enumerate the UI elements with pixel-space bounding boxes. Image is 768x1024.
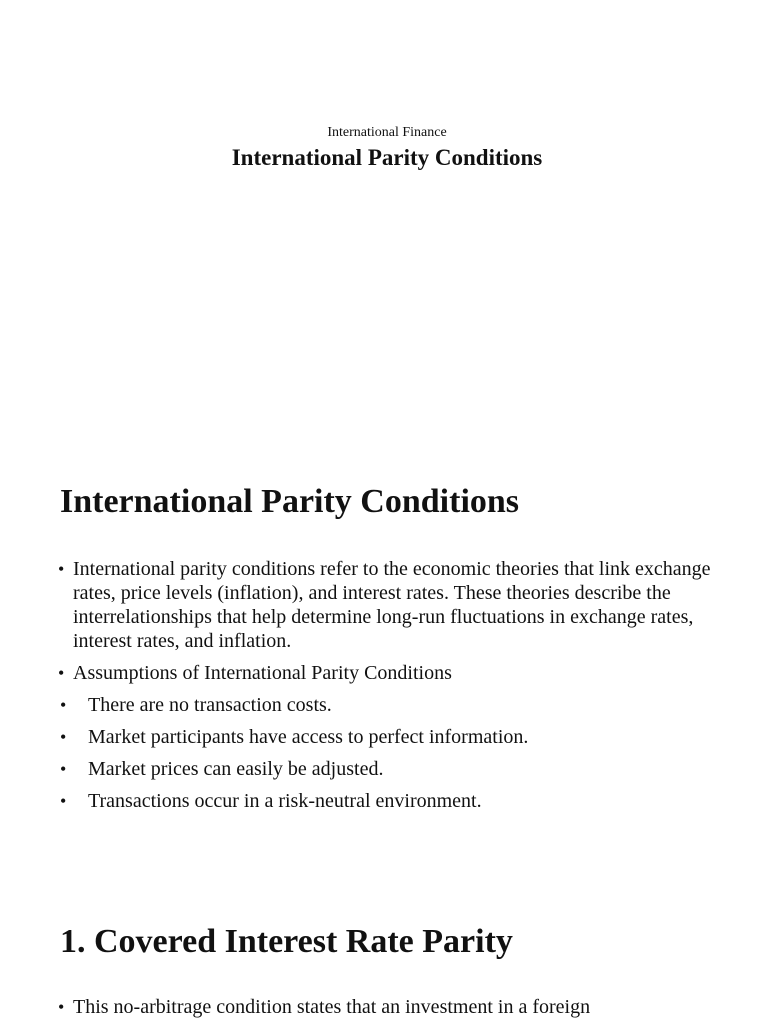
list-item: [58, 693, 718, 717]
list-item-text: This no-arbitrage condition states that an investment in a foreign: [73, 996, 591, 1018]
list-item-text: Assumptions of International Parity Conditions: [73, 662, 452, 684]
list-item-text: International parity conditions refer to the economic theories that link exchange rates, price levels (inflation), and interest rates. These theories describe the interrelationships that help determine long-run fluctuations in exchange rates, interest rates, and inflation.: [73, 558, 711, 652]
list-item: [58, 995, 718, 1019]
list-item: [58, 757, 718, 781]
list-item: [58, 557, 718, 653]
list-item: [58, 661, 718, 685]
list-item-text: Market participants have access to perfect information.: [88, 726, 529, 748]
bullet-icon: •: [58, 997, 65, 1017]
cover-subtitle: International Finance: [327, 125, 447, 140]
section-heading-parity-conditions: International Parity Conditions: [60, 483, 520, 520]
list-item: [58, 725, 718, 749]
list-item-text: Transactions occur in a risk-neutral environment.: [88, 790, 482, 812]
bullet-icon: •: [60, 759, 67, 779]
parity-bullet-list: [58, 557, 718, 821]
cirp-bullet-list: [58, 995, 718, 1024]
bullet-icon: •: [58, 663, 65, 683]
bullet-icon: •: [60, 791, 67, 811]
section-heading-covered-interest-rate-parity: 1. Covered Interest Rate Parity: [60, 923, 513, 960]
list-item: [58, 789, 718, 813]
cover-title: International Parity Conditions: [231, 145, 543, 170]
list-item-text: There are no transaction costs.: [88, 694, 332, 716]
bullet-icon: •: [60, 727, 67, 747]
bullet-icon: •: [60, 695, 67, 715]
bullet-icon: •: [58, 559, 65, 579]
list-item-text: Market prices can easily be adjusted.: [88, 758, 384, 780]
